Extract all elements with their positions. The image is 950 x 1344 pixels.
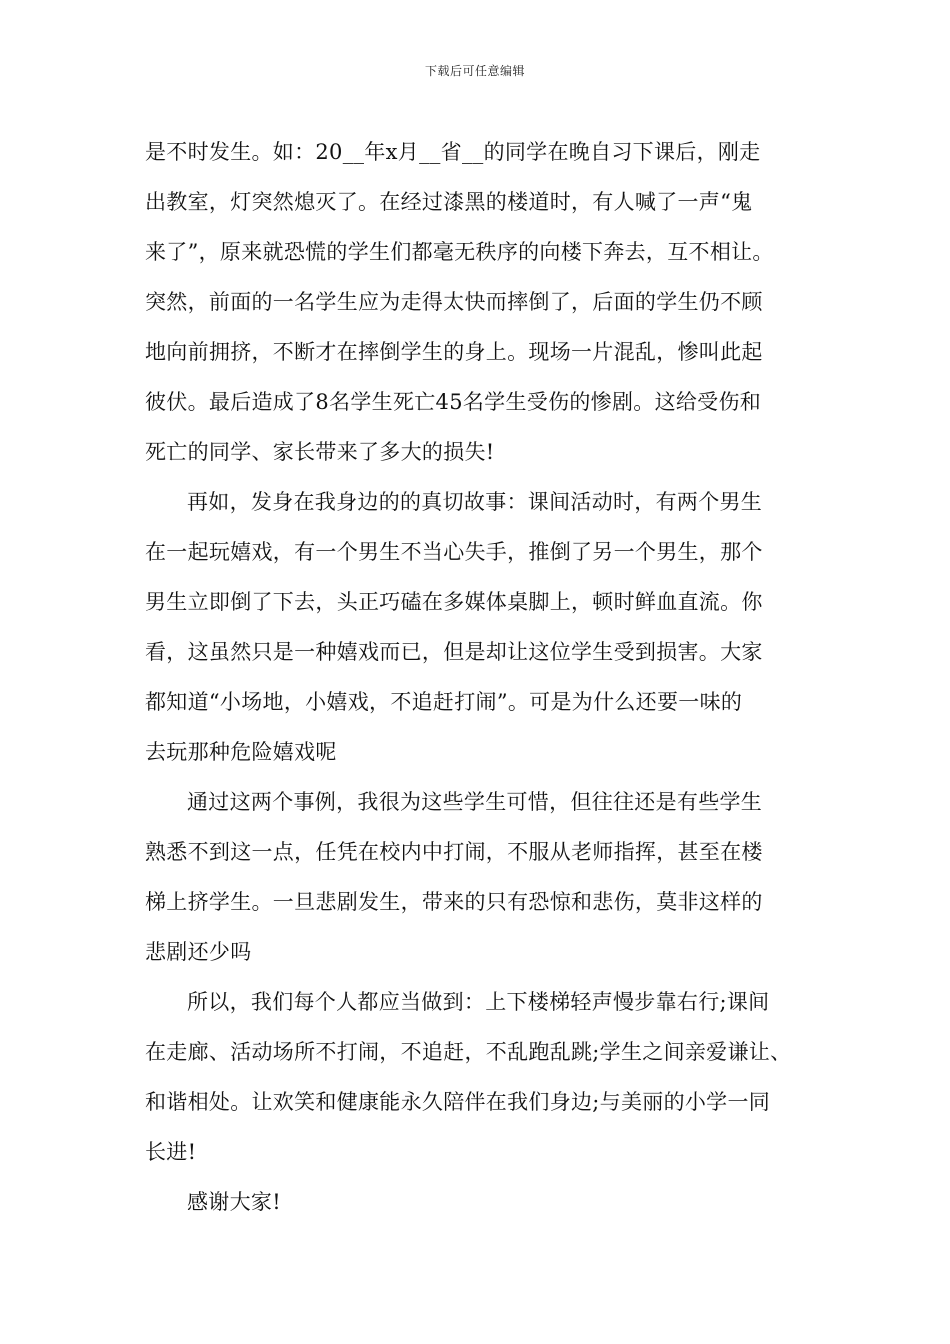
text-line: 是不时发生。如：20__年x月__省__的同学在晚自习下课后，刚走: [145, 140, 761, 164]
page-header: 下载后可任意编辑: [424, 64, 525, 78]
text-line: 梯上挤学生。一旦悲剧发生，带来的只有恐惊和悲伤，莫非这样的: [145, 890, 763, 914]
paragraph: [145, 780, 815, 980]
text-line: 在一起玩嬉戏，有一个男生不当心失手，推倒了另一个男生，那个: [145, 540, 763, 564]
text-line: 都知道“小场地，小嬉戏，不追赶打闹”。可是为什么还要一味的: [145, 690, 743, 714]
text-line: 所以，我们每个人都应当做到：上下楼梯轻声慢步靠右行;课间: [187, 990, 770, 1014]
text-line: 地向前拥挤，不断才在摔倒学生的身上。现场一片混乱，惨叫此起: [145, 340, 763, 364]
text-line: 和谐相处。让欢笑和健康能永久陪伴在我们身边;与美丽的小学一同: [145, 1090, 771, 1114]
text-line: 看，这虽然只是一种嬉戏而已，但是却让这位学生受到损害。大家: [145, 640, 763, 664]
text-line: 死亡的同学、家长带来了多大的损失!: [145, 440, 495, 464]
text-line: 出教室，灯突然熄灭了。在经过漆黑的楼道时，有人喊了一声“鬼: [145, 190, 753, 214]
text-line: 突然，前面的一名学生应为走得太快而摔倒了，后面的学生仍不顾: [145, 290, 763, 314]
text-line: 男生立即倒了下去，头正巧磕在多媒体桌脚上，顿时鲜血直流。你: [145, 590, 763, 614]
paragraph: [145, 480, 815, 780]
text-line: 再如，发身在我身边的的真切故事：课间活动时，有两个男生: [187, 490, 763, 514]
document-body: [145, 130, 815, 1230]
text-line: 长进!: [145, 1140, 197, 1164]
text-line: 彼伏。最后造成了8名学生死亡45名学生受伤的惨剧。这给受伤和: [145, 390, 762, 414]
paragraph: [145, 130, 815, 480]
text-line: 感谢大家!: [187, 1190, 281, 1214]
text-line: 通过这两个事例，我很为这些学生可惜，但往往还是有些学生: [187, 790, 763, 814]
paragraph: [145, 1180, 815, 1230]
text-line: 在走廊、活动场所不打闹，不追赶，不乱跑乱跳;学生之间亲爱谦让、: [145, 1040, 792, 1064]
text-line: 去玩那种危险嬉戏呢: [145, 740, 337, 764]
text-line: 熟悉不到这一点，任凭在校内中打闹，不服从老师指挥，甚至在楼: [145, 840, 763, 864]
paragraph: [145, 980, 815, 1180]
text-line: 悲剧还少吗: [145, 940, 252, 964]
text-line: 来了”，原来就恐慌的学生们都毫无秩序的向楼下奔去，互不相让。: [145, 240, 774, 264]
